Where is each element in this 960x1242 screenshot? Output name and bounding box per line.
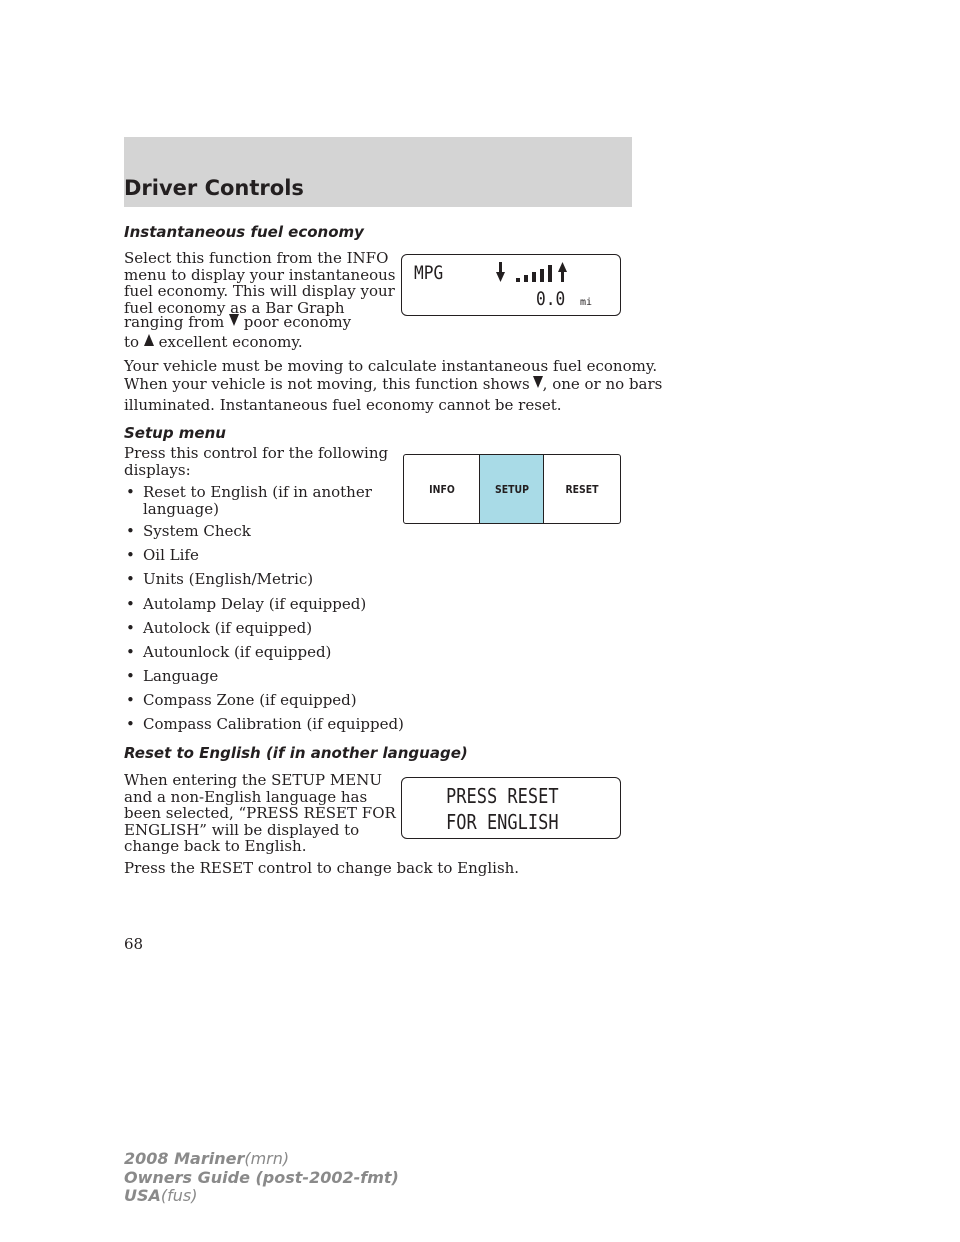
fuel-bar-graph: [496, 262, 588, 286]
text: When your vehicle is not moving, this function shows: [124, 375, 530, 393]
bullet: •: [126, 546, 135, 564]
bullet: •: [126, 667, 135, 685]
bullet: •: [126, 643, 135, 661]
paragraph-line: ENGLISH” will be displayed to: [124, 821, 360, 839]
mpg-unit: mi: [580, 297, 593, 308]
paragraph-line: [124, 376, 662, 393]
paragraph-line: fuel economy. This will display your: [124, 282, 395, 300]
paragraph-line: been selected, “PRESS RESET FOR: [124, 804, 396, 822]
bullet: •: [126, 522, 135, 540]
bullet: •: [126, 595, 135, 613]
list-item-text: System Check: [143, 522, 251, 540]
footer-line: [124, 1169, 399, 1188]
reset-button[interactable]: RESET: [565, 482, 599, 496]
footer-model-code: (mrn): [244, 1149, 290, 1168]
list-item-text: Autolock (if equipped): [143, 619, 313, 637]
paragraph-line: and a non-English language has: [124, 788, 368, 806]
heading-instantaneous-fuel-economy: Instantaneous fuel economy: [124, 223, 364, 241]
bullet: •: [126, 715, 135, 733]
setup-button[interactable]: [479, 455, 544, 523]
list-item-text: Units (English/Metric): [143, 570, 314, 588]
page-number: 68: [124, 935, 144, 953]
footer-line: [124, 1187, 399, 1206]
paragraph-line: [124, 314, 351, 331]
mpg-display: [401, 254, 621, 316]
mpg-label: MPG: [414, 262, 444, 284]
list-item-text: language): [143, 500, 219, 518]
bar-5: [548, 265, 552, 282]
list-item-text: Compass Calibration (if equipped): [143, 715, 404, 733]
paragraph-line: Press this control for the following: [124, 444, 389, 462]
paragraph-line: menu to display your instantaneous: [124, 266, 396, 284]
bar-1: [516, 278, 520, 282]
list-item-text: Compass Zone (if equipped): [143, 691, 357, 709]
text: poor economy: [243, 313, 352, 331]
text: , one or no bars: [542, 375, 663, 393]
paragraph-line: Select this function from the INFO: [124, 249, 389, 267]
text: to: [124, 333, 140, 351]
list-item-text: Autolamp Delay (if equipped): [143, 595, 367, 613]
heading-setup-menu: Setup menu: [124, 424, 226, 442]
text: ranging from: [124, 313, 225, 331]
mpg-value: 0.0: [536, 288, 566, 310]
list-item-text: Language: [143, 667, 219, 685]
arrow-up-icon: [144, 334, 154, 346]
bar-3: [532, 272, 536, 282]
list-item-text: Oil Life: [143, 546, 199, 564]
heading-reset-to-english: Reset to English (if in another language): [124, 744, 468, 762]
footer-region: USA: [124, 1186, 161, 1205]
info-button[interactable]: INFO: [429, 482, 455, 496]
bullet: •: [126, 483, 135, 501]
list-item-text: Autounlock (if equipped): [143, 643, 332, 661]
bullet: •: [126, 619, 135, 637]
paragraph-line: When entering the SETUP MENU: [124, 771, 382, 789]
footer-region-code: (fus): [160, 1186, 198, 1205]
display-line-1: PRESS RESET: [446, 784, 559, 808]
paragraph-line: illuminated. Instantaneous fuel economy cannot be reset.: [124, 396, 562, 414]
bar-2: [524, 275, 528, 282]
setup-button-label: SETUP: [494, 482, 529, 496]
paragraph-line: [124, 334, 303, 351]
control-button-panel: [403, 454, 621, 524]
arrow-up-icon: [558, 262, 567, 282]
bullet: •: [126, 570, 135, 588]
paragraph-line: Press the RESET control to change back to English.: [124, 859, 520, 877]
bar-4: [540, 269, 544, 282]
paragraph-line: Your vehicle must be moving to calculate instantaneous fuel economy.: [124, 357, 658, 375]
paragraph-line: fuel economy as a Bar Graph: [124, 299, 345, 317]
footer-model: 2008 Mariner: [124, 1149, 245, 1168]
footer-line: [124, 1150, 399, 1169]
page-title: Driver Controls: [124, 176, 304, 200]
bullet: •: [126, 691, 135, 709]
arrow-down-icon: [229, 314, 239, 326]
footer-guide: Owners Guide (post-2002-fmt): [124, 1167, 399, 1187]
paragraph-line: change back to English.: [124, 837, 307, 855]
press-reset-display: [401, 777, 621, 839]
document-footer: [124, 1150, 399, 1206]
display-line-2: FOR ENGLISH: [446, 810, 559, 834]
arrow-down-icon: [533, 376, 543, 388]
list-item-text: Reset to English (if in another: [143, 483, 372, 501]
arrow-down-icon: [496, 262, 505, 282]
text: excellent economy.: [158, 333, 303, 351]
paragraph-line: displays:: [124, 461, 191, 479]
